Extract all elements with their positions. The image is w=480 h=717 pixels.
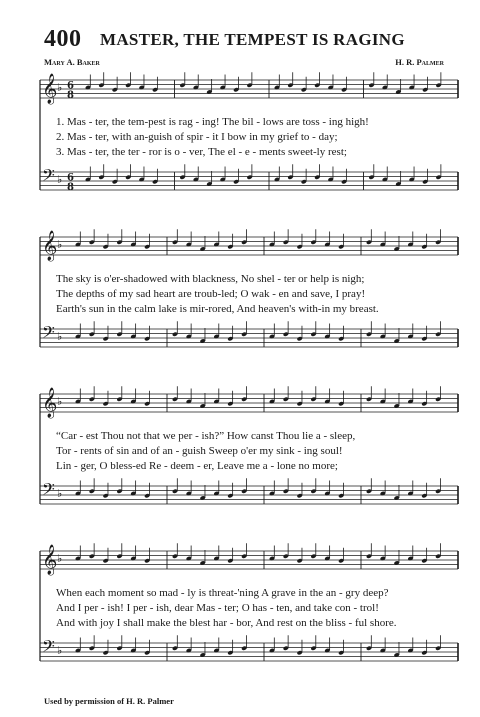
- lyric-line: “Car - est Thou not that we per - ish?” How canst Thou lie a - sleep,: [56, 430, 356, 442]
- time-signature-top: 6: [67, 80, 74, 92]
- author-credit: Mary A. Baker: [44, 57, 100, 67]
- lyric-line: The depths of my sad heart are troub-led; O wak - en and save, I pray!: [56, 288, 366, 300]
- hymn-header: [0, 26, 480, 56]
- lyric-line: Tor - rents of sin and of an - guish Sweep o'er my sink - ing soul!: [56, 445, 343, 457]
- bass-clef-icon: 𝄢: [42, 636, 55, 660]
- lyric-line: 3. Mas - ter, the ter - ror is o - ver, The el - e - ments sweet-ly rest;: [56, 146, 347, 158]
- music-system-3: [0, 384, 480, 534]
- time-signature-bottom: 8: [67, 182, 74, 193]
- lyric-line: 1. Mas - ter, the tem-pest is rag - ing! The bil - lows are toss - ing high!: [56, 116, 369, 128]
- bass-clef-icon: 𝄢: [42, 479, 55, 503]
- lyric-line: 2. Mas - ter, with an-guish of spir - it I bow in my grief to - day;: [56, 131, 338, 143]
- flat-sign-icon: ♭: [57, 81, 63, 94]
- treble-clef-icon: 𝄞: [42, 388, 58, 418]
- lyric-line: Earth's sun in the calm lake is mir-rored, And heaven's with-in my breast.: [56, 303, 379, 315]
- flat-sign-icon: ♭: [57, 395, 63, 408]
- time-signature-top: 6: [67, 172, 74, 184]
- hymn-title: MASTER, THE TEMPEST IS RAGING: [100, 30, 405, 49]
- lyric-line: And I per - ish! I per - ish, dear Mas - ter; O has - ten, and take con - trol!: [56, 602, 379, 614]
- lyrics-block: [56, 272, 456, 317]
- composer-credit: H. R. Palmer: [395, 57, 444, 67]
- flat-sign-icon: ♭: [57, 238, 63, 251]
- hymn-number: 400: [44, 26, 82, 52]
- bass-clef-icon: 𝄢: [42, 165, 55, 189]
- flat-sign-icon: ♭: [57, 173, 63, 186]
- music-system-1: [0, 70, 480, 220]
- treble-clef-icon: 𝄞: [42, 74, 58, 104]
- time-signature-bottom: 8: [67, 90, 74, 101]
- flat-sign-icon: ♭: [57, 330, 63, 343]
- treble-clef-icon: 𝄞: [42, 545, 58, 575]
- lyrics-block: [56, 429, 456, 474]
- footer-credit: Used by permission of H. R. Palmer: [44, 696, 174, 706]
- music-system-2: [0, 227, 480, 377]
- flat-sign-icon: ♭: [57, 552, 63, 565]
- lyric-line: Lin - ger, O bless-ed Re - deem - er, Leave me a - lone no more;: [56, 460, 338, 472]
- treble-clef-icon: 𝄞: [42, 231, 58, 261]
- lyric-line: The sky is o'er-shadowed with blackness, No shel - ter or help is nigh;: [56, 273, 365, 285]
- lyrics-block: [56, 586, 456, 631]
- lyric-line: When each moment so mad - ly is threat-'ning A grave in the an - gry deep?: [56, 587, 389, 599]
- music-system-4: [0, 541, 480, 691]
- lyric-line: And with joy I shall make the blest har - bor, And rest on the bliss - ful shore.: [56, 617, 397, 629]
- flat-sign-icon: ♭: [57, 487, 63, 500]
- flat-sign-icon: ♭: [57, 644, 63, 657]
- bass-clef-icon: 𝄢: [42, 322, 55, 346]
- lyrics-block: [56, 115, 456, 160]
